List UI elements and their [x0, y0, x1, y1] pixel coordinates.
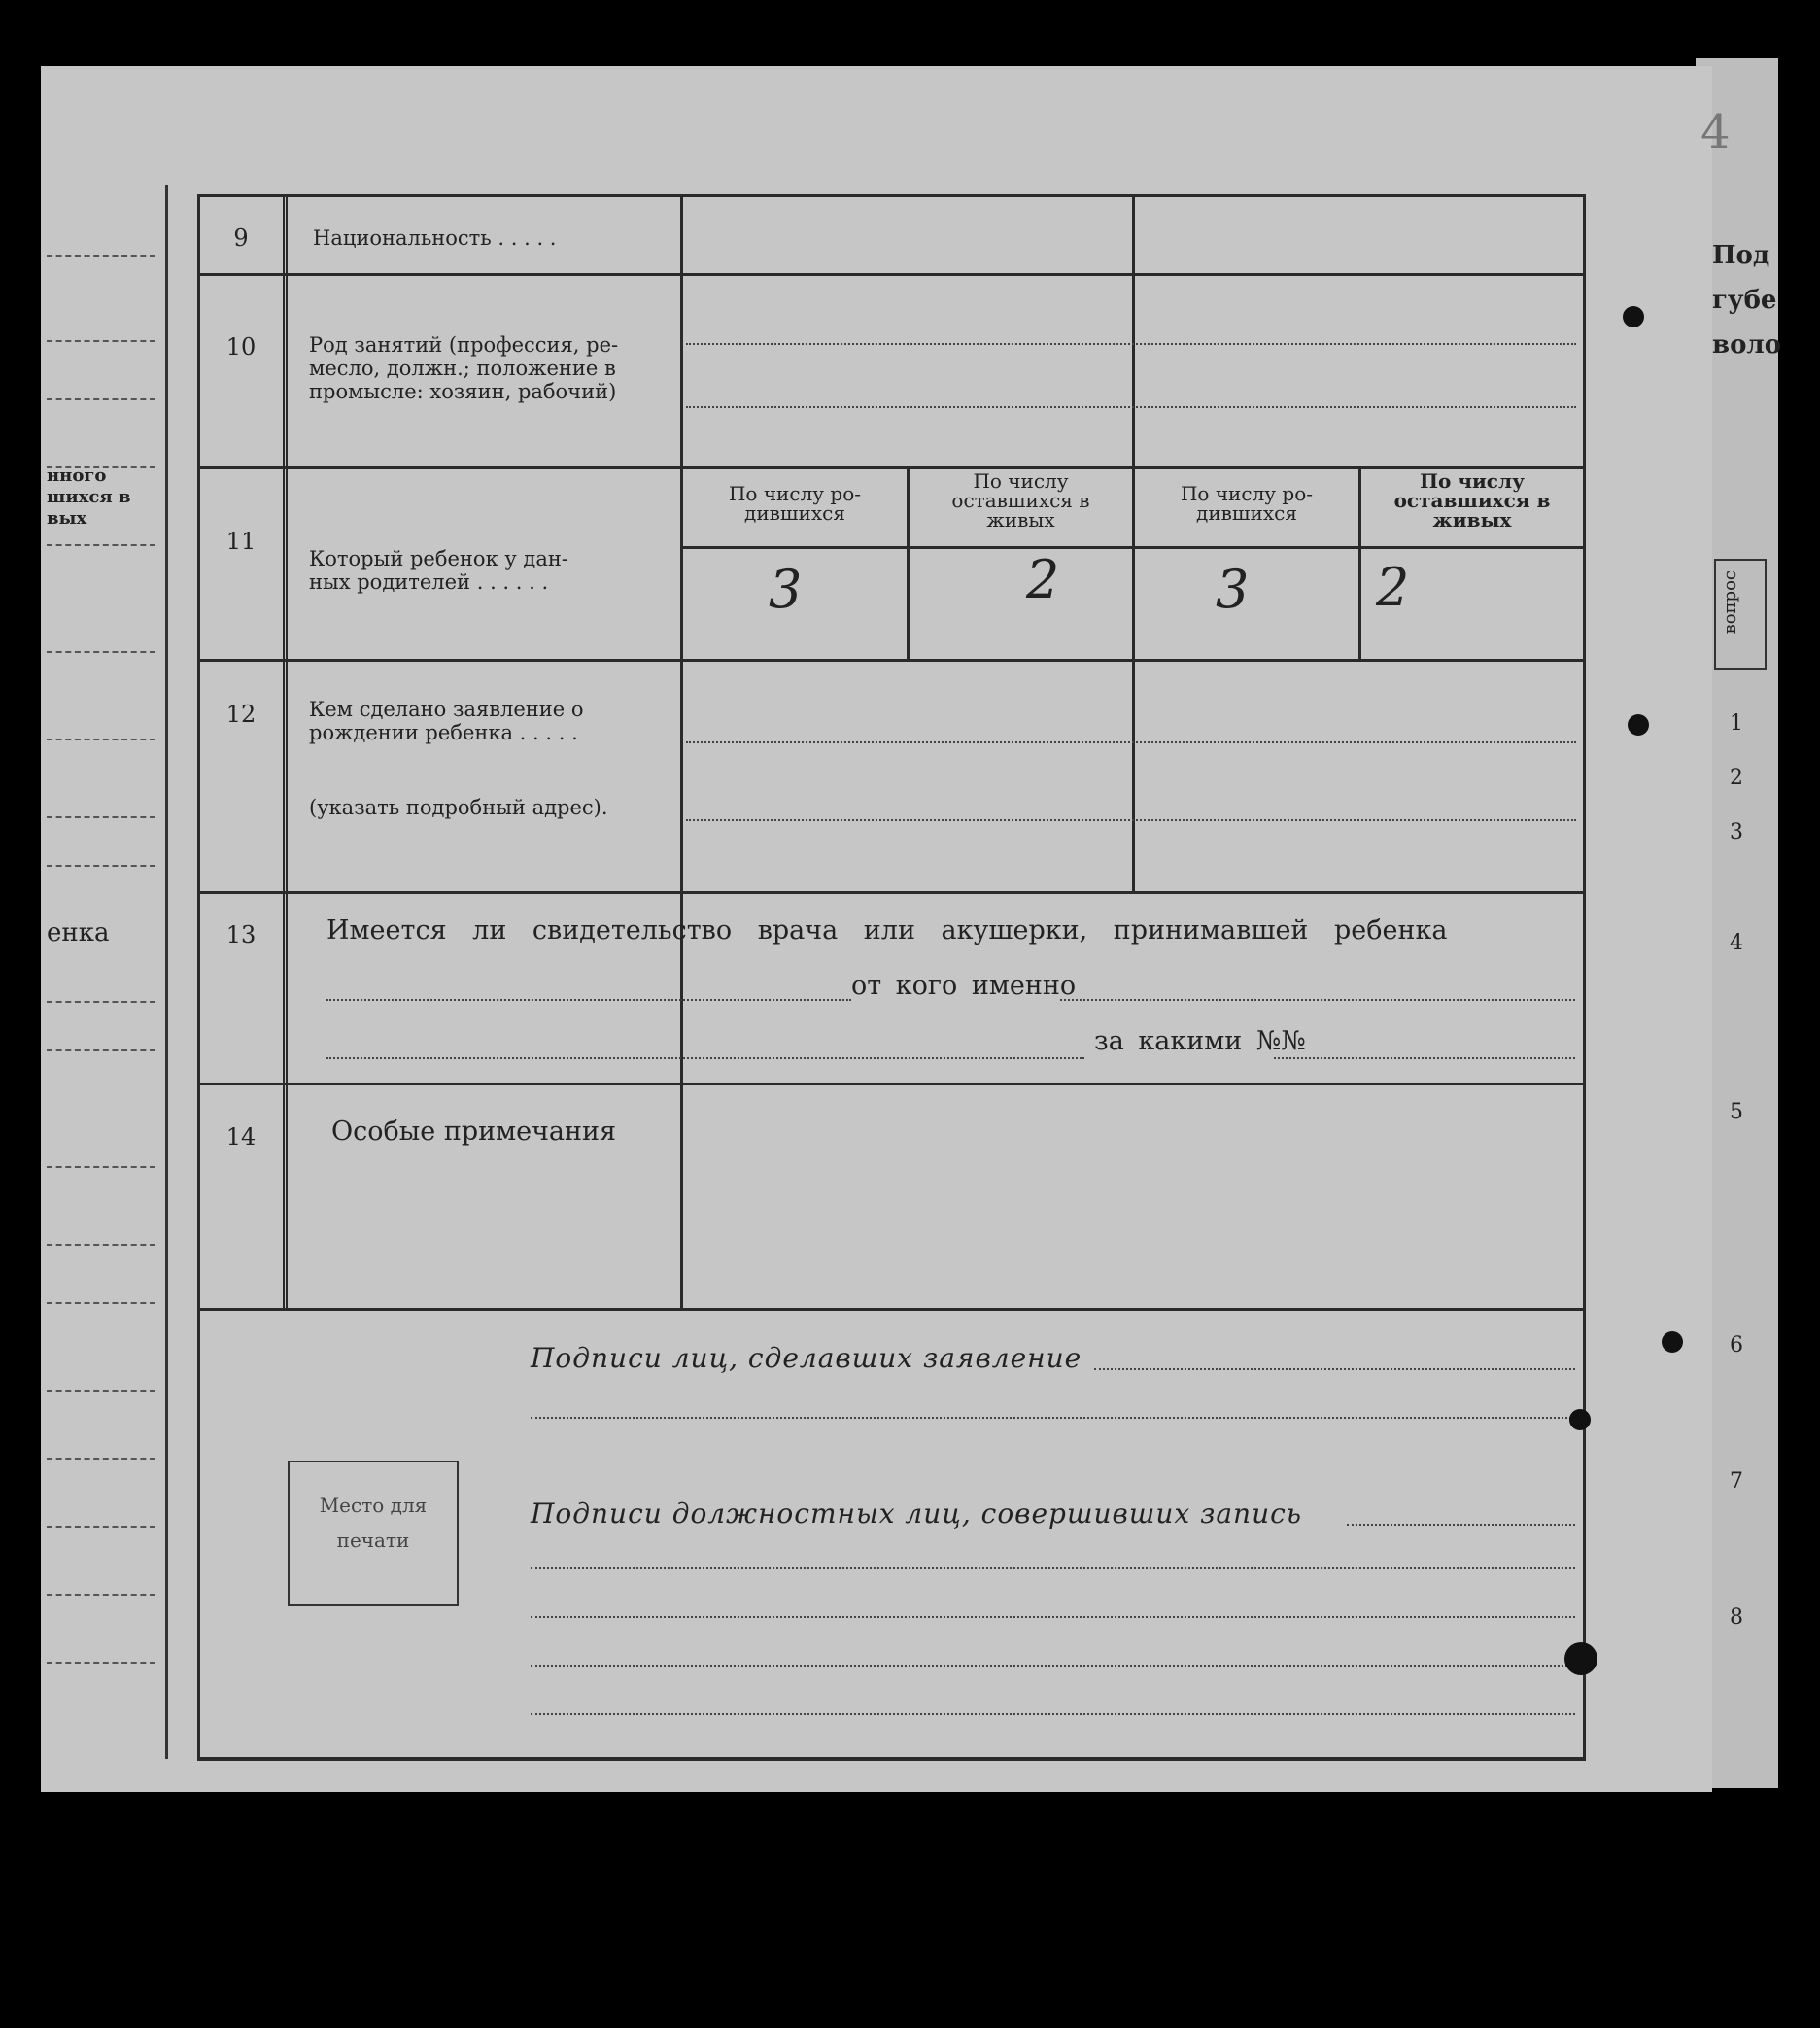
row-number: 9	[233, 224, 249, 252]
margin-number: 5	[1730, 1100, 1743, 1124]
margin-text: Под	[1712, 241, 1770, 270]
binding-hole	[1623, 306, 1644, 327]
margin-text: енка	[47, 918, 110, 947]
row-number: 13	[225, 921, 257, 948]
binding-hole	[1564, 1642, 1597, 1675]
margin-number: 1	[1730, 711, 1743, 736]
margin-number: 4	[1730, 931, 1743, 955]
margin-text: губе	[1712, 286, 1777, 315]
field-label-numbers: за какими №№	[1094, 1026, 1306, 1056]
field-label-notes: Особые примечания	[331, 1117, 617, 1147]
field-label-from-whom: от кого именно	[851, 971, 1077, 1001]
margin-text: вых	[47, 508, 87, 529]
binding-hole	[1662, 1331, 1683, 1353]
margin-number: 7	[1730, 1469, 1743, 1494]
field-label-nationality: Национальность . . . . .	[313, 226, 557, 250]
column-header: По числу ро- дившихся	[728, 482, 862, 525]
margin-text: нного	[47, 465, 107, 486]
margin-number: 2	[1730, 766, 1743, 790]
right-margin	[1712, 233, 1780, 1769]
signature-label-officials: Подписи должностных лиц, совершивших запись	[531, 1497, 1303, 1530]
left-margin	[41, 185, 168, 1759]
margin-header: вопрос	[1720, 570, 1740, 635]
binding-hole	[1569, 1409, 1591, 1430]
handwritten-value: 2	[1026, 549, 1060, 610]
row-number: 10	[225, 333, 257, 361]
row-number: 12	[225, 701, 257, 728]
handwritten-value: 3	[769, 559, 803, 620]
field-label-occupation: Род занятий (профессия, ре- месло, должн.; положение в промысле: хозяин, рабочий)	[309, 333, 619, 403]
signature-label-applicants: Подписи лиц, сделавших заявление	[531, 1342, 1082, 1374]
margin-text: шихся в	[47, 487, 131, 507]
row-number: 14	[225, 1123, 257, 1151]
field-label-address: (указать подробный адрес).	[309, 796, 608, 819]
corner-number: 4	[1700, 105, 1731, 159]
handwritten-value: 3	[1216, 559, 1250, 620]
field-label-declarant: Кем сделано заявление о рождении ребенка . . . . .	[309, 698, 584, 744]
stamp-placeholder: Место для печати	[288, 1461, 459, 1606]
column-header: По числу оставшихся в живых	[951, 469, 1090, 532]
column-header: По числу оставшихся в живых	[1393, 469, 1551, 532]
row-number: 11	[225, 528, 257, 555]
margin-number: 3	[1730, 820, 1743, 844]
margin-number: 8	[1730, 1605, 1743, 1630]
margin-number: 6	[1730, 1333, 1743, 1358]
column-header: По числу ро- дившихся	[1180, 482, 1314, 525]
field-label-child-order: Который ребенок у дан- ных родителей . . . . . .	[309, 547, 568, 594]
binding-hole	[1628, 714, 1649, 736]
margin-text: воло	[1712, 330, 1782, 360]
handwritten-value: 2	[1376, 557, 1410, 618]
field-label-certificate: Имеется ли свидетельство врача или акушерки, принимавшей ребенка	[326, 915, 1448, 945]
